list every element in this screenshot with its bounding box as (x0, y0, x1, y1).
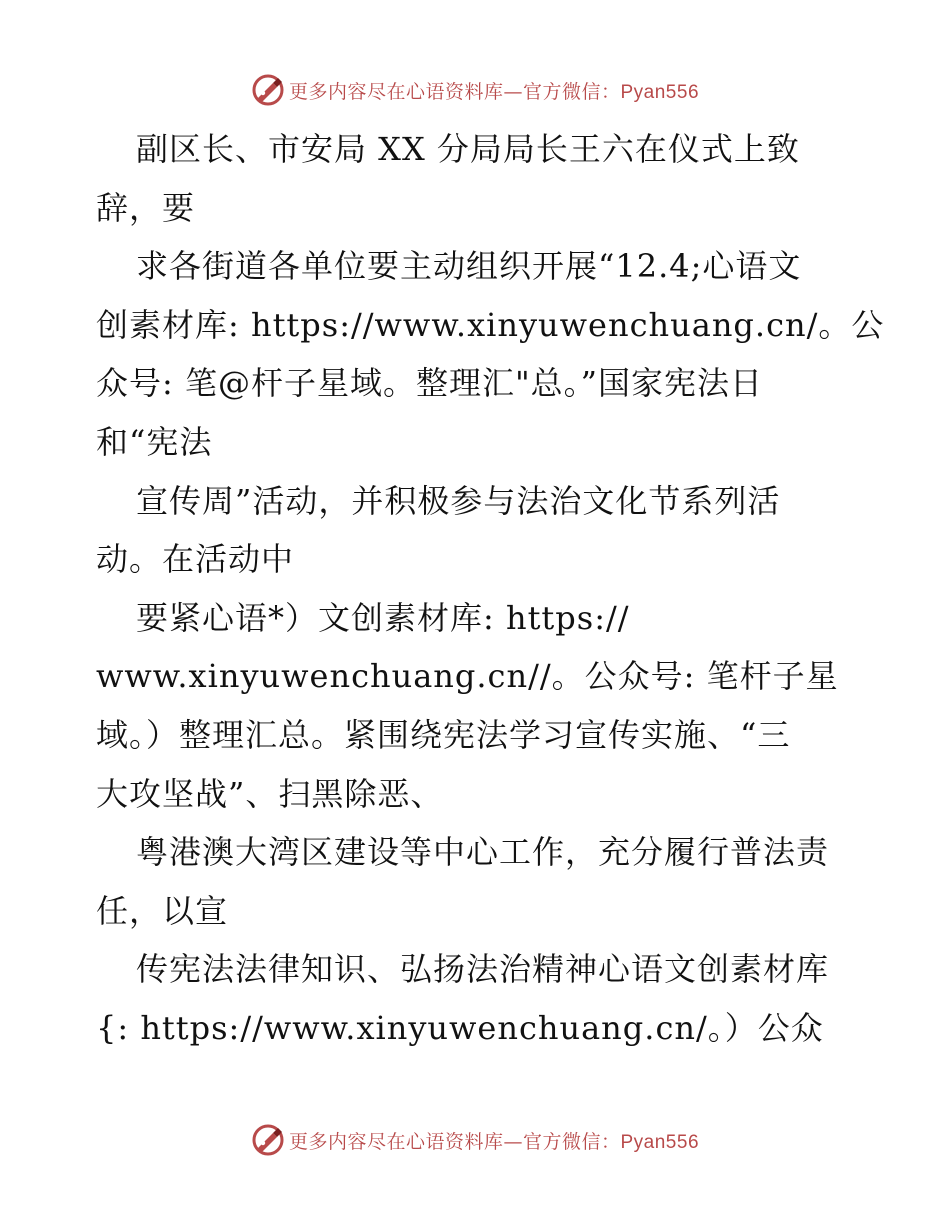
document-body (96, 120, 886, 1058)
text-line: 要紧心语*）文创素材库: https:// (136, 598, 630, 637)
text-line: 副区长、市安局 XX 分局局长王六在仪式上致 (136, 130, 800, 168)
text-line: 粤港澳大湾区建设等中心工作，充分履行普法责 (136, 833, 830, 872)
text-line: 求各街道各单位要主动组织开展“12.4;心语文 (136, 247, 802, 286)
footer-banner (0, 1120, 950, 1160)
text-line: 域。）整理汇总。紧围绕宪法学习宣传实施、“三 (96, 715, 791, 754)
header-banner-text: 更多内容尽在心语资料库—官方微信：Pyan556 (288, 80, 700, 103)
pen-logo-icon (251, 73, 285, 107)
text-line: 创素材库: https://www.xinyuwenchuang.cn/。公 (96, 305, 885, 344)
text-line: 众号: 笔@杆子星域。整理汇"总。”国家宪法日 (96, 364, 764, 403)
text-line: 宣传周”活动，并积极参与法治文化节系列活 (136, 481, 781, 520)
header-banner (0, 70, 950, 110)
text-line: www.xinyuwenchuang.cn//。公众号: 笔杆子星 (96, 657, 839, 696)
text-line: 和“宪法 (96, 422, 213, 461)
text-line: 大攻坚战”、扫黑除恶、 (96, 774, 444, 813)
text-line: 辞，要 (96, 188, 196, 227)
text-line: 任，以宣 (96, 891, 229, 930)
text-line: 传宪法法律知识、弘扬法治精神心语文创素材库 (136, 950, 830, 989)
text-line: 动。在活动中 (96, 540, 295, 579)
footer-banner-text: 更多内容尽在心语资料库—官方微信：Pyan556 (288, 1130, 700, 1153)
text-line: {: https://www.xinyuwenchuang.cn/。）公众 (96, 1008, 824, 1047)
pen-logo-icon (251, 1123, 285, 1157)
